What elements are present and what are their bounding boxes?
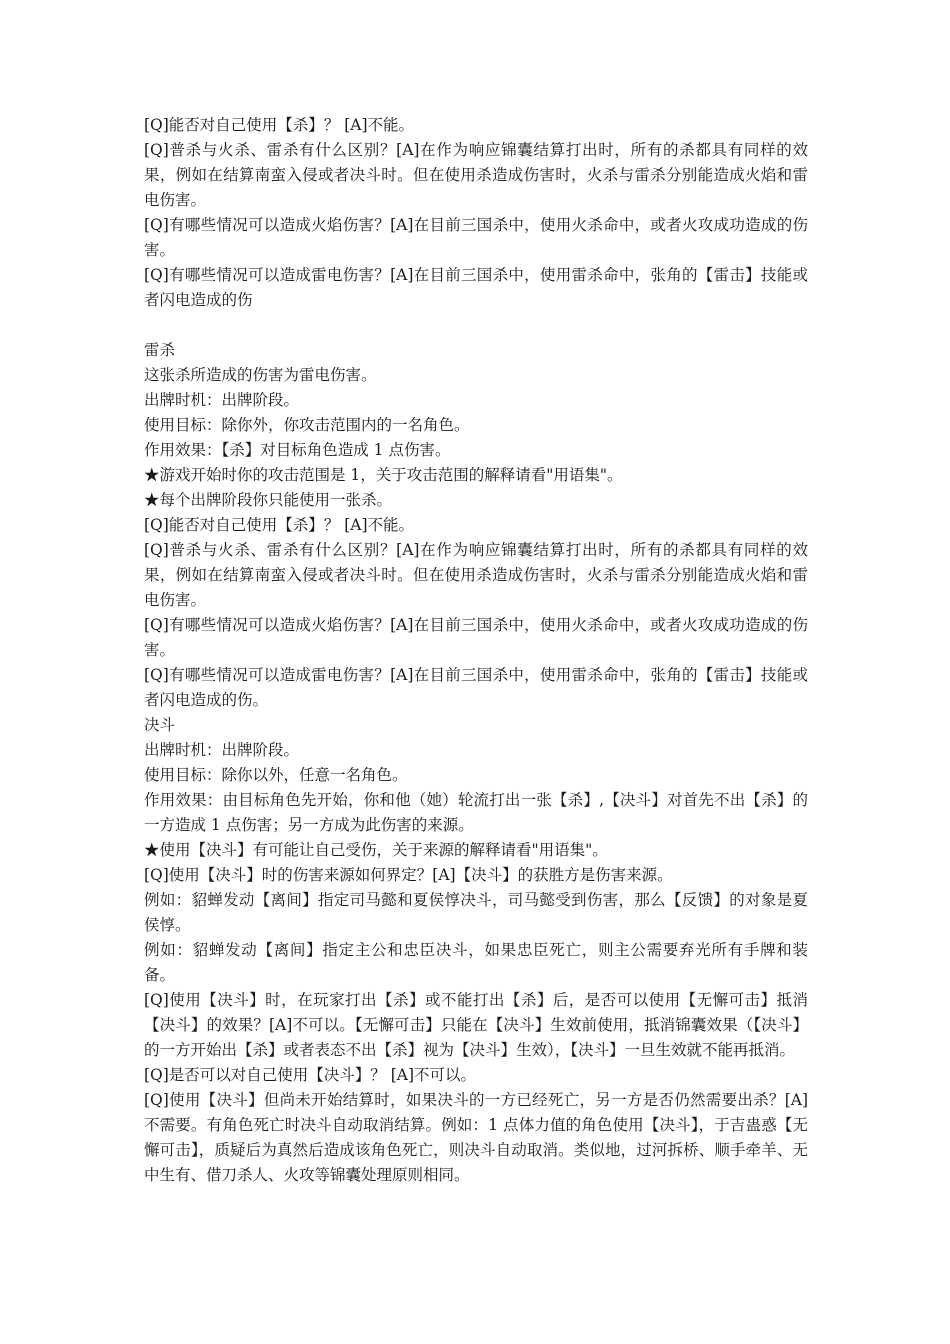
paragraph: [Q]有哪些情况可以造成雷电伤害？[A]在目前三国杀中，使用雷杀命中，张角的【雷击】技能或者闪电造成的伤 [144, 266, 808, 309]
paragraph: [Q]有哪些情况可以造成火焰伤害？[A]在目前三国杀中，使用火杀命中，或者火攻成功造成的伤害。 [144, 216, 808, 259]
paragraph: ★游戏开始时你的攻击范围是 1，关于攻击范围的解释请看"用语集"。 [144, 466, 623, 484]
paragraph: 作用效果：【杀】对目标角色造成 1 点伤害。 [144, 441, 451, 459]
paragraph: 例如：貂蝉发动【离间】指定司马懿和夏侯惇决斗，司马懿受到伤害，那么【反馈】的对象是夏侯惇。 [144, 891, 808, 934]
paragraph: [Q]有哪些情况可以造成火焰伤害？[A]在目前三国杀中，使用火杀命中，或者火攻成功造成的伤害。 [144, 616, 808, 659]
paragraph: 出牌时机：出牌阶段。 [144, 391, 300, 409]
paragraph: 使用目标：除你以外，任意一名角色。 [144, 766, 408, 784]
paragraph: [Q]普杀与火杀、雷杀有什么区别？[A]在作为响应锦囊结算打出时，所有的杀都具有同样的效果，例如在结算南蛮入侵或者决斗时。但在使用杀造成伤害时，火杀与雷杀分别能造成火焰和雷电伤害。 [144, 141, 808, 209]
paragraph: [Q]普杀与火杀、雷杀有什么区别？[A]在作为响应锦囊结算打出时，所有的杀都具有同样的效果，例如在结算南蛮入侵或者决斗时。但在使用杀造成伤害时，火杀与雷杀分别能造成火焰和雷电伤害。 [144, 541, 808, 609]
paragraph: 作用效果：由目标角色先开始，你和他（她）轮流打出一张【杀】,【决斗】对首先不出【杀】的一方造成 1 点伤害；另一方成为此伤害的来源。 [144, 791, 808, 834]
paragraph: 使用目标：除你外，你攻击范围内的一名角色。 [144, 416, 470, 434]
paragraph: ★使用【决斗】有可能让自己受伤，关于来源的解释请看"用语集"。 [144, 841, 608, 859]
paragraph: ★每个出牌阶段你只能使用一张杀。 [144, 491, 393, 509]
paragraph: [Q]能否对自己使用【杀】？ [A]不能。 [144, 516, 415, 534]
card-title-leisha: 雷杀 [144, 341, 176, 359]
card-title-juedou: 决斗 [144, 716, 176, 734]
paragraph: [Q]使用【决斗】但尚未开始结算时，如果决斗的一方已经死亡，另一方是否仍然需要出杀？[A]不需要。有角色死亡时决斗自动取消结算。例如：1 点体力值的角色使用【决斗】，于吉蛊惑【无懈可击】，质疑后为真然后造成该角色死亡，则决斗自动取消。类似地，过河拆桥、顺手牵羊、无中生有、借刀杀人、火攻等锦囊处理原则相同。 [144, 1091, 808, 1184]
section-cards [144, 338, 808, 1188]
paragraph: [Q]使用【决斗】时，在玩家打出【杀】或不能打出【杀】后，是否可以使用【无懈可击】抵消【决斗】的效果？[A]不可以。【无懈可击】只能在【决斗】生效前使用，抵消锦囊效果（【决斗】的一方开始出【杀】或者表态不出【杀】视为【决斗】生效），【决斗】一旦生效就不能再抵消。 [144, 991, 808, 1059]
section-qa-sha [144, 113, 808, 313]
paragraph: 例如：貂蝉发动【离间】指定主公和忠臣决斗，如果忠臣死亡，则主公需要弃光所有手牌和装备。 [144, 941, 808, 984]
document-page [144, 113, 808, 1188]
paragraph: [Q]是否可以对自己使用【决斗】？ [A]不可以。 [144, 1066, 477, 1084]
paragraph: [Q]能否对自己使用【杀】？ [A]不能。 [144, 116, 415, 134]
paragraph: [Q]使用【决斗】时的伤害来源如何界定？[A]【决斗】的获胜方是伤害来源。 [144, 866, 673, 884]
paragraph: [Q]有哪些情况可以造成雷电伤害？[A]在目前三国杀中，使用雷杀命中，张角的【雷击】技能或者闪电造成的伤。 [144, 666, 808, 709]
paragraph: 这张杀所造成的伤害为雷电伤害。 [144, 366, 377, 384]
blank-line [144, 313, 808, 338]
paragraph: 出牌时机：出牌阶段。 [144, 741, 300, 759]
